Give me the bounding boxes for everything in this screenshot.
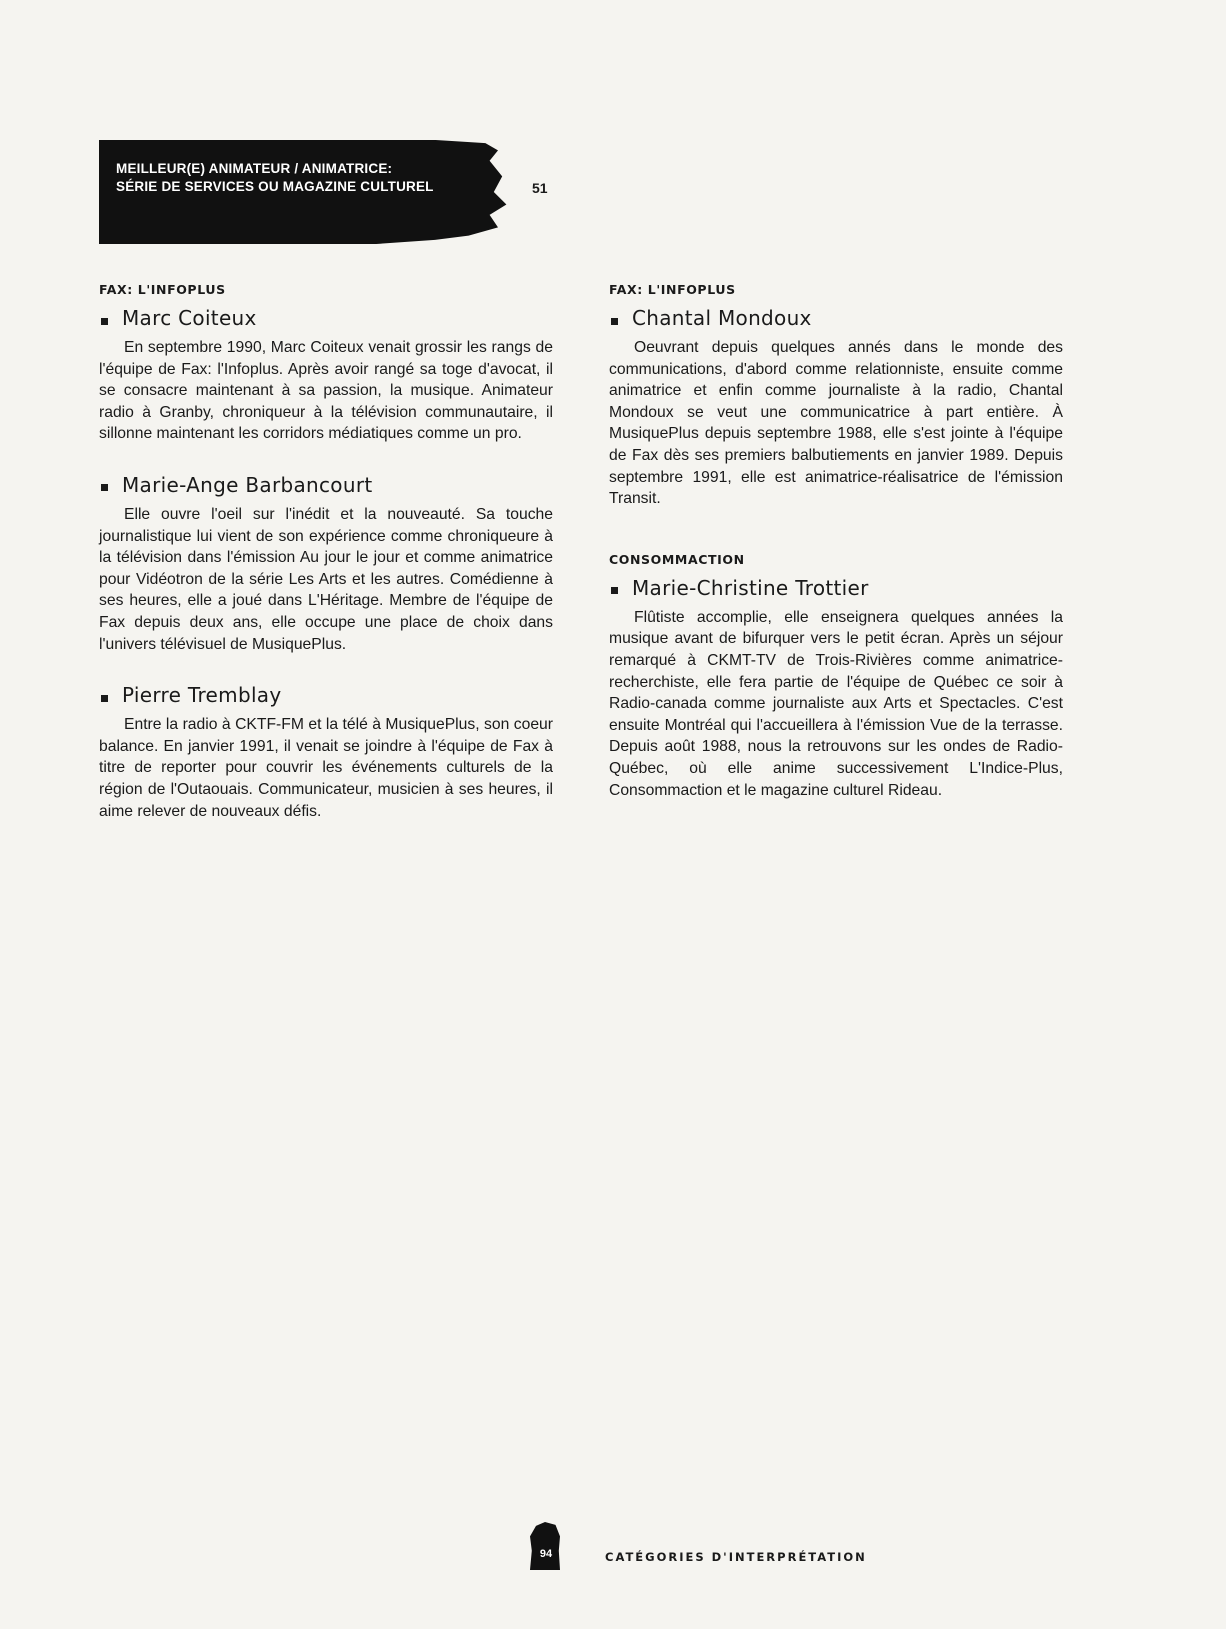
banner-line-1: MEILLEUR(E) ANIMATEUR / ANIMATRICE: bbox=[116, 161, 393, 176]
nominee-name: Marc Coiteux bbox=[122, 306, 257, 330]
nominee-bio: Oeuvrant depuis quelques annés dans le monde des communications, d'abord comme relationniste, ensuite comme animatrice et enfin comme journaliste à la radio, Chantal Mondoux se veut une communicatrice à part entière. À MusiquePlus depuis septembre 1988, elle s'est jointe à l'équipe de Fax dès ses premiers balbutiements en janvier 1989. Depuis septembre 1991, elle est animatrice-réalisatrice de l'émission Transit. bbox=[609, 339, 1063, 508]
bullet-icon bbox=[611, 318, 618, 325]
nominee-name: Pierre Tremblay bbox=[122, 683, 282, 708]
nominee-entry bbox=[99, 683, 553, 822]
bullet-icon bbox=[101, 318, 108, 325]
banner-title bbox=[116, 160, 434, 196]
category-heading: CONSOMMACTION bbox=[609, 551, 745, 567]
nominee-entry bbox=[609, 576, 1063, 801]
nominee-name: Marie-Ange Barbancourt bbox=[122, 472, 373, 497]
category-number: 51 bbox=[532, 180, 548, 196]
page-number-mark bbox=[530, 1522, 560, 1570]
bullet-icon bbox=[101, 484, 108, 491]
section-title: CATÉGORIES D'INTERPRÉTATION bbox=[605, 1550, 867, 1564]
nominee-entry bbox=[99, 473, 553, 655]
nominee-name: Chantal Mondoux bbox=[632, 306, 812, 330]
nominee-bio: Entre la radio à CKTF-FM et la télé à MusiquePlus, son coeur balance. En janvier 1991, il venait se joindre à l'équipe de Fax à titre de reporter pour couvrir les événements culturels de la région de l'Outaouais. Communicateur, musicien à ses heures, il aime relever de nouveaux défis. bbox=[99, 716, 553, 820]
nominee-bio: Flûtiste accomplie, elle enseignera quelques années la musique avant de bifurquer vers le petit écran. Après un séjour remarqué à CKMT-TV de Trois-Rivières comme animatrice-recherchiste, elle fera partie de l'équipe de Québec ce soir à Radio-canada comme journaliste aux Arts et Spectacles. C'est ensuite Montréal qui l'accueillera à l'émission Vue de la terrasse. Depuis août 1988, nous la retrouvons sur les ondes de Radio-Québec, où elle anime successivement L'Indice-Plus, Consommaction et le magazine culturel Rideau. bbox=[609, 608, 1063, 799]
nominee-entry bbox=[609, 306, 1063, 510]
nominee-entry bbox=[99, 306, 553, 445]
category-heading: FAX: L'INFOPLUS bbox=[609, 282, 736, 297]
left-column bbox=[99, 282, 553, 850]
banner-line-2: SÉRIE DE SERVICES OU MAGAZINE CULTUREL bbox=[116, 179, 434, 194]
nominee-bio: En septembre 1990, Marc Coiteux venait grossir les rangs de l'équipe de Fax: l'Infoplus. Après avoir rangé sa toge d'avocat, il se consacre maintenant à sa passion, la musique. Animateur radio à Granby, chroniqueur à la télévision communautaire, il sillonne maintenant les corridors médiatiques comme un pro. bbox=[99, 339, 553, 443]
right-column bbox=[609, 282, 1063, 829]
nominee-name: Marie-Christine Trottier bbox=[632, 575, 869, 600]
nominee-bio: Elle ouvre l'oeil sur l'inédit et la nouveauté. Sa touche journalistique lui vient de son expérience comme chroniqueure à la télévision dans l'émission Au jour le jour et comme animatrice pour Vidéotron de la série Les Arts et les autres. Comédienne à ses heures, elle a joué dans L'Héritage. Membre de l'équipe de Fax depuis deux ans, elle occupe une place de choix dans l'univers télévisuel de MusiquePlus. bbox=[99, 505, 553, 653]
bullet-icon bbox=[611, 587, 618, 594]
page-number: 94 bbox=[539, 1548, 553, 1560]
bullet-icon bbox=[101, 695, 108, 702]
category-heading: FAX: L'INFOPLUS bbox=[99, 282, 226, 297]
